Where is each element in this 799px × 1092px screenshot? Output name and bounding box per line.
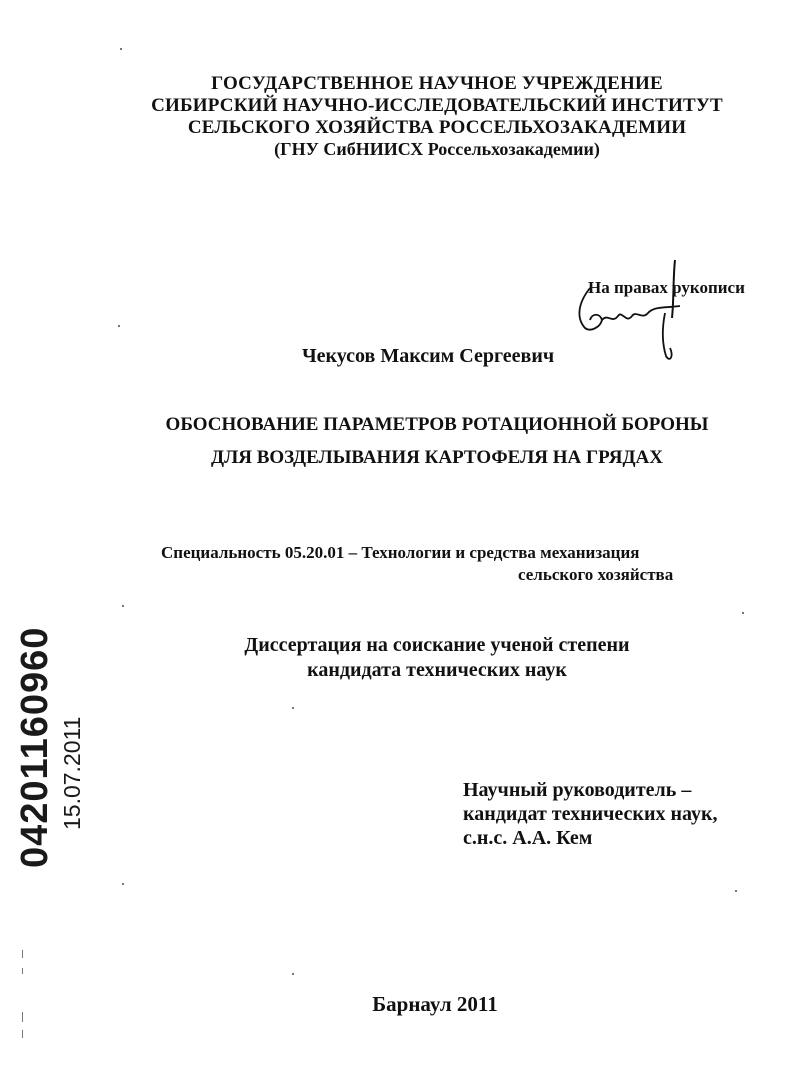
- dissertation-line-1: Диссертация на соискание ученой степени: [244, 634, 630, 656]
- scan-speck: [292, 973, 294, 975]
- scan-speck: [118, 325, 120, 327]
- scan-speck: [22, 1030, 23, 1038]
- manuscript-note: На правах рукописи: [588, 278, 745, 297]
- institution-line-2: СИБИРСКИЙ НАУЧНО-ИССЛЕДОВАТЕЛЬСКИЙ ИНСТИТУТ: [151, 95, 723, 116]
- supervisor-line-1: Научный руководитель –: [463, 779, 692, 801]
- institution-abbreviation: (ГНУ СибНИИСХ Россельхозакадемии): [274, 139, 600, 159]
- scan-speck: [122, 883, 124, 885]
- institution-line-3: СЕЛЬСКОГО ХОЗЯЙСТВА РОССЕЛЬХОЗАКАДЕМИИ: [187, 117, 687, 138]
- author-name: Чекусов Максим Сергеевич: [302, 345, 555, 367]
- institution-line-1: ГОСУДАРСТВЕННОЕ НАУЧНОЕ УЧРЕЖДЕНИЕ: [211, 73, 663, 94]
- specialty-line-2: сельского хозяйства: [518, 565, 674, 584]
- place-year: Барнаул 2011: [372, 992, 498, 1016]
- scan-speck: [122, 605, 124, 607]
- scan-speck: [292, 707, 294, 709]
- scan-speck: [120, 48, 122, 50]
- specialty-line-1: Специальность 05.20.01 – Технологии и средства механизация: [161, 543, 640, 562]
- supervisor-line-3: с.н.с. А.А. Кем: [463, 827, 593, 849]
- scan-speck: [735, 890, 737, 892]
- signature: [570, 258, 690, 373]
- scan-speck: [22, 968, 23, 974]
- title-line-1: ОБОСНОВАНИЕ ПАРАМЕТРОВ РОТАЦИОННОЙ БОРОНЫ: [165, 414, 709, 435]
- scan-speck: [22, 950, 23, 958]
- stamp-number: 04201160960: [14, 626, 56, 868]
- scan-speck: [22, 1012, 23, 1022]
- title-line-2: ДЛЯ ВОЗДЕЛЫВАНИЯ КАРТОФЕЛЯ НА ГРЯДАХ: [211, 447, 663, 468]
- dissertation-line-2: кандидата технических наук: [307, 659, 567, 681]
- supervisor-line-2: кандидат технических наук,: [463, 803, 718, 825]
- stamp-date: 15.07.2011: [59, 716, 85, 830]
- scan-speck: [742, 612, 744, 614]
